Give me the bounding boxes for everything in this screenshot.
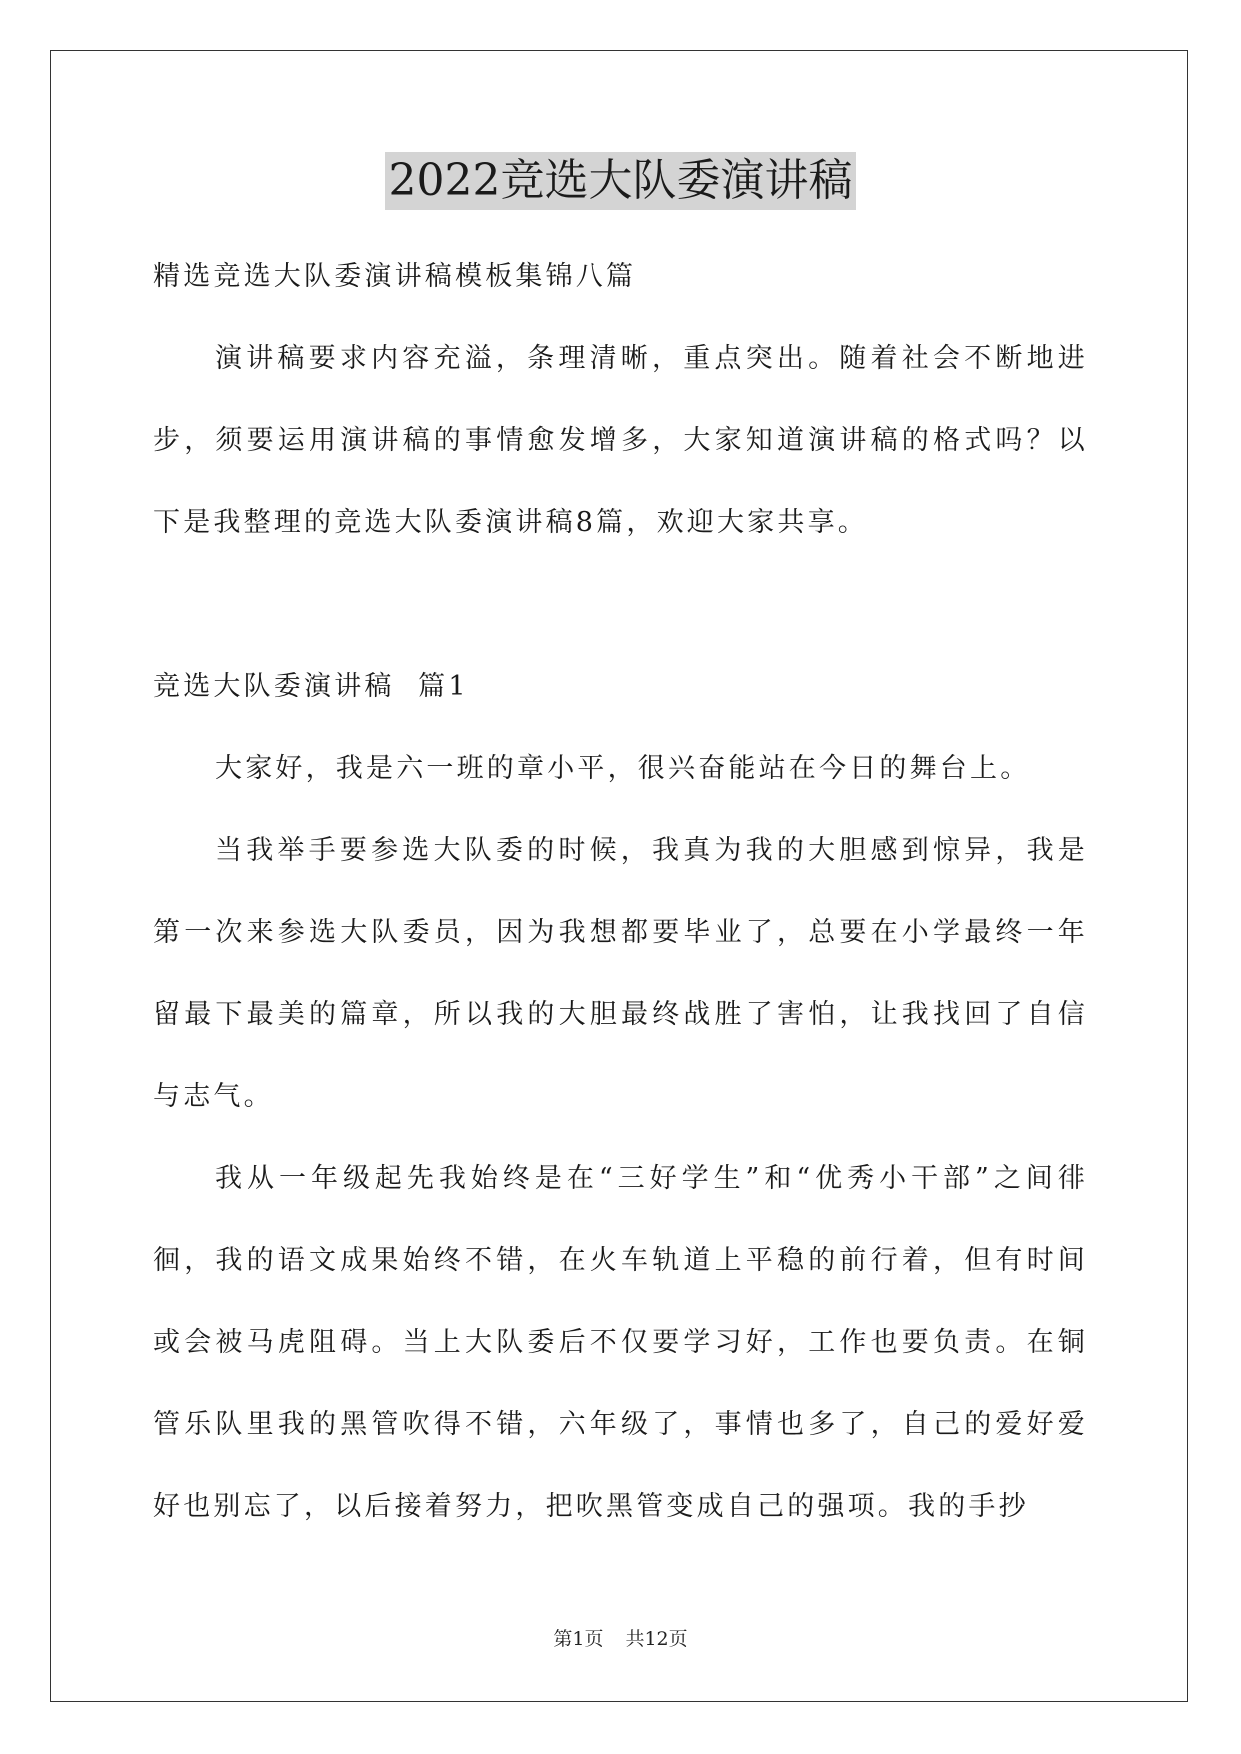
title-container [0, 152, 1241, 210]
page-number-total: 共12页 [625, 1628, 688, 1650]
body-paragraph-3: 我从一年级起先我始终是在“三好学生”和“优秀小干部”之间徘徊，我的语文成果始终不错，在火车轨道上平稳的前行着，但有时间或会被马虎阻碍。当上大队委后不仅要学习好，工作也要负责。在铜管乐队里我的黑管吹得不错，六年级了，事情也多了，自己的爱好爱好也别忘了，以后接着努力，把吹黑管变成自己的强项。我的手抄 [153, 1163, 1088, 1522]
body-paragraph-2: 当我举手要参选大队委的时候，我真为我的大胆感到惊异，我是第一次来参选大队委员，因为我想都要毕业了，总要在小学最终一年留最下最美的篇章，所以我的大胆最终战胜了害怕，让我找回了自信与志气。 [153, 835, 1088, 1112]
document-body [153, 236, 1088, 1548]
body-paragraph-1: 大家好，我是六一班的章小平，很兴奋能站在今日的舞台上。 [215, 753, 1031, 784]
section-heading: 竞选大队委演讲稿 篇1 [153, 671, 469, 702]
intro-paragraph: 演讲稿要求内容充溢，条理清晰，重点突出。随着社会不断地进步，须要运用演讲稿的事情愈发增多，大家知道演讲稿的格式吗？以下是我整理的竞选大队委演讲稿8篇，欢迎大家共享。 [153, 343, 1088, 538]
page-number-current: 第1页 [553, 1628, 604, 1650]
section-spacer [153, 564, 1088, 646]
page-footer [0, 1624, 1241, 1651]
document-title: 2022竞选大队委演讲稿 [385, 152, 857, 210]
document-subtitle: 精选竞选大队委演讲稿模板集锦八篇 [153, 261, 637, 292]
